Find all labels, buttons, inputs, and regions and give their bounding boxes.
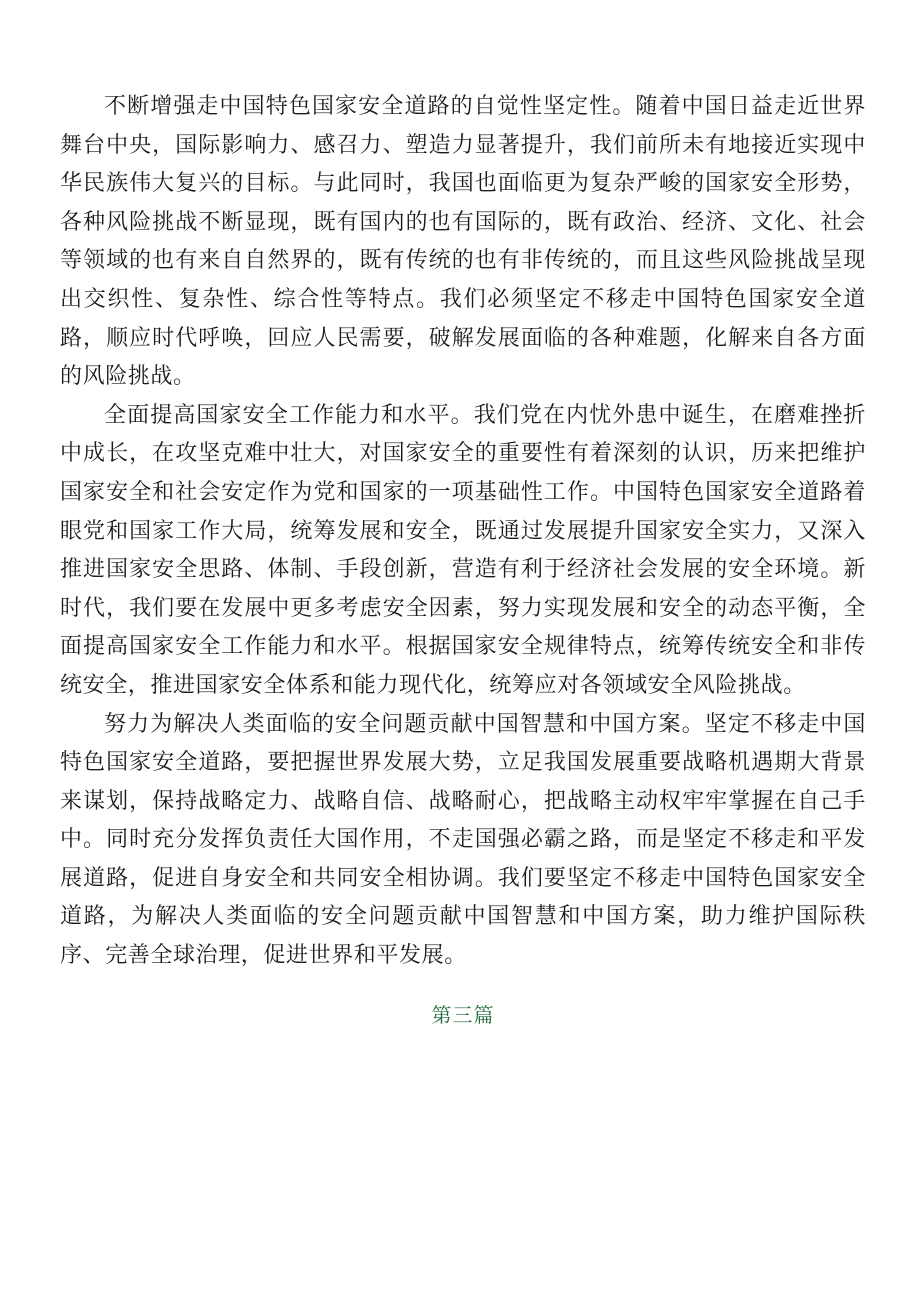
paragraph-2: 全面提高国家安全工作能力和水平。我们党在内忧外患中诞生，在磨难挫折中成长，在攻坚克难中壮大，对国家安全的重要性有着深刻的认识，历来把维护国家安全和社会安定作为党和国家的一项基础性工作。中国特色国家安全道路着眼党和国家工作大局，统筹发展和安全，既通过发展提升国家安全实力，又深入推进国家安全思路、体制、手段创新，营造有利于经济社会发展的安全环境。新时代，我们要在发展中更多考虑安全因素，努力实现发展和安全的动态平衡，全面提高国家安全工作能力和水平。根据国家安全规律特点，统筹传统安全和非传统安全，推进国家安全体系和能力现代化，统筹应对各领域安全风险挑战。 — [60, 402, 866, 698]
paragraph-1: 不断增强走中国特色国家安全道路的自觉性坚定性。随着中国日益走近世界舞台中央，国际影响力、感召力、塑造力显著提升，我们前所未有地接近实现中华民族伟大复兴的目标。与此同时，我国也面临更为复杂严峻的国家安全形势，各种风险挑战不断显现，既有国内的也有国际的，既有政治、经济、文化、社会等领域的也有来自自然界的，既有传统的也有非传统的，而且这些风险挑战呈现出交织性、复杂性、综合性等特点。我们必须坚定不移走中国特色国家安全道路，顺应时代呼唤，回应人民需要，破解发展面临的各种难题，化解来自各方面的风险挑战。 — [60, 94, 866, 390]
paragraph-3: 努力为解决人类面临的安全问题贡献中国智慧和中国方案。坚定不移走中国特色国家安全道路，要把握世界发展大势，立足我国发展重要战略机遇期大背景来谋划，保持战略定力、战略自信、战略耐心，把战略主动权牢牢掌握在自己手中。同时充分发挥负责任大国作用，不走国强必霸之路，而是坚定不移走和平发展道路，促进自身安全和共同安全相协调。我们要坚定不移走中国特色国家安全道路，为解决人类面临的安全问题贡献中国智慧和中国方案，助力维护国际秩序、完善全球治理，促进世界和平发展。 — [60, 711, 866, 969]
section-heading: 第三篇 — [431, 1002, 495, 1027]
document-page — [60, 88, 866, 1030]
